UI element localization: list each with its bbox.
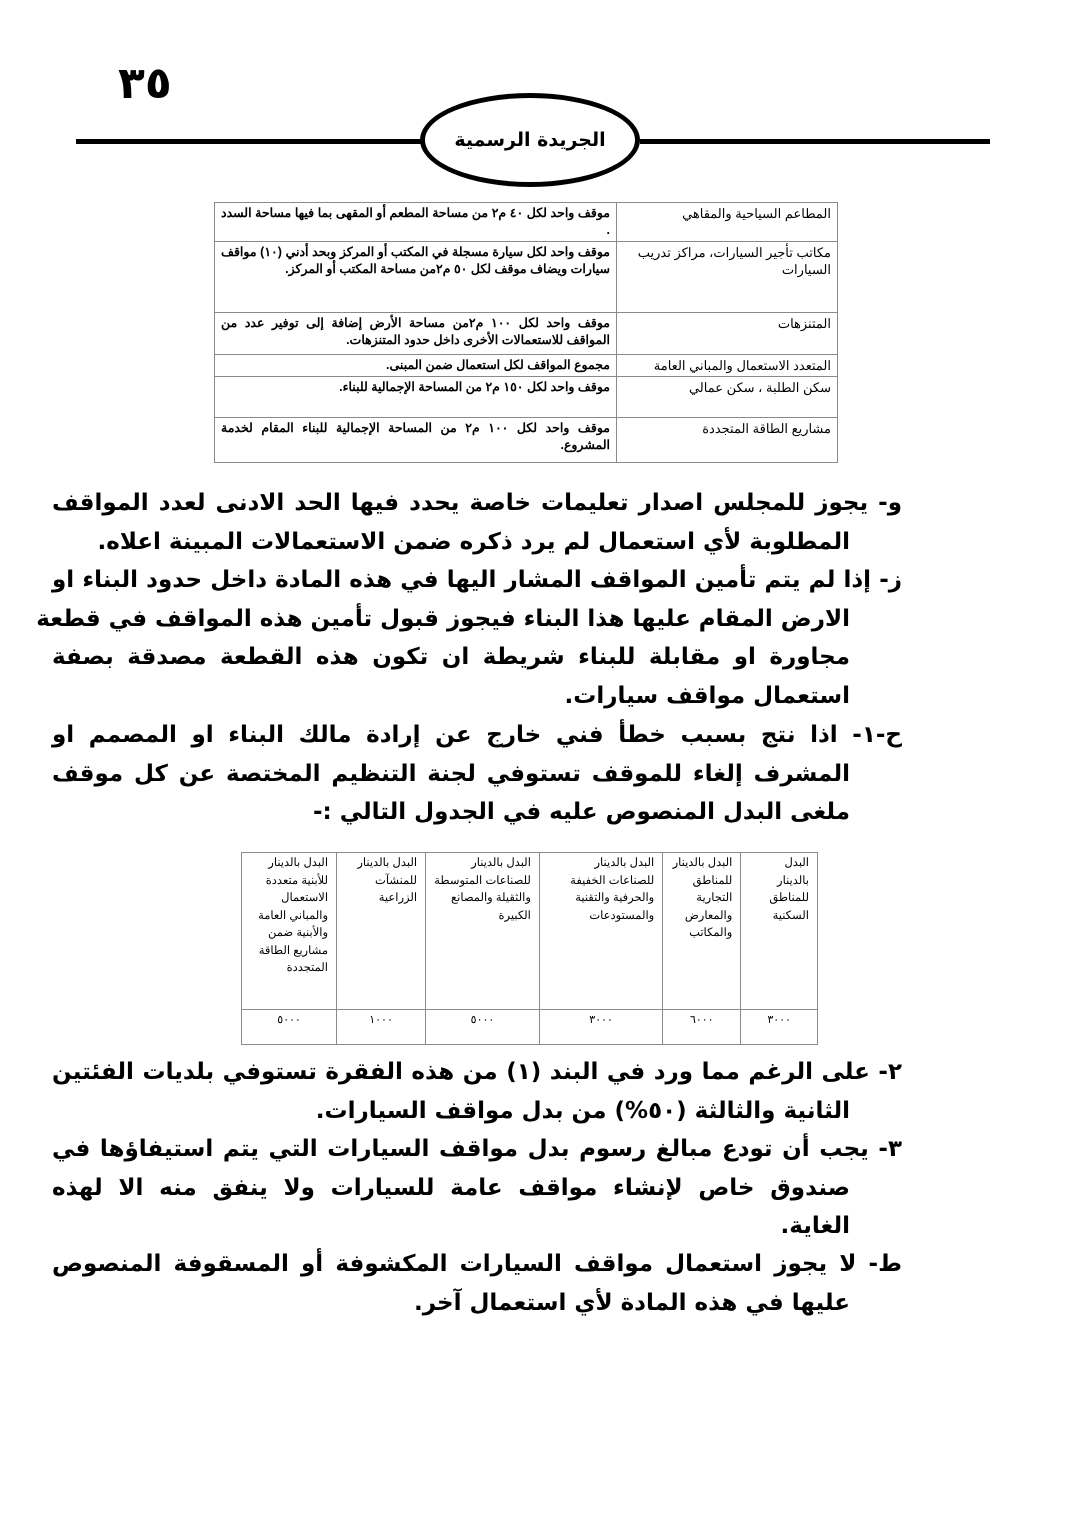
paragraph-line: ز- إذا لم يتم تأمين المواقف المشار اليها في هذه المادة داخل حدود البناء او (52, 567, 902, 593)
rule-cell: موقف واحد لكل ٤٠ م٢ من مساحة المطعم أو المقهى بما فيها مساحة السدد . (215, 203, 617, 242)
rule-cell: موقف واحد لكل ١٥٠ م٢ من المساحة الإجمالية للبناء. (215, 377, 617, 418)
table-row (215, 203, 838, 242)
use-cell: سكن الطلبة ، سكن عمالي (617, 377, 838, 418)
rule-cell: موقف واحد لكل ١٠٠ م٢ من المساحة الإجمالية للبناء المقام لخدمة المشروع. (215, 418, 617, 463)
table-row (215, 418, 838, 463)
fee-value: ٦٠٠٠ (663, 1010, 741, 1045)
paragraph-line: ٢- على الرغم مما ورد في البند (١) من هذه الفقرة تستوفي بلديات الفئتين (52, 1059, 902, 1085)
header-rule-right (640, 139, 990, 144)
fee-column-header: البدل بالدينار للصناعات الخفيفة والحرفية والتقنية والمستودعات (539, 853, 662, 1010)
paragraph-line: الثانية والثالثة (٥٠%) من بدل مواقف السيارات. (315, 1097, 850, 1124)
fee-column-header: البدل بالدينار للمنشآت الزراعية (337, 853, 426, 1010)
paragraph-line: استعمال مواقف سيارات. (564, 682, 850, 709)
use-cell: مشاريع الطاقة المتجددة (617, 418, 838, 463)
table-row (215, 355, 838, 377)
paragraph-ha-2 (52, 1053, 902, 1130)
use-cell: المتنزهات (617, 313, 838, 355)
header-rule-left (76, 139, 428, 144)
use-cell: مكاتب تأجير السيارات، مراكز تدريب السيارات (617, 242, 838, 313)
table-row (215, 242, 838, 313)
table-row (215, 313, 838, 355)
paragraph-line: مجاورة او مقابلة للبناء شريطة ان تكون هذه القطعة مصدقة بصفة (52, 644, 850, 670)
rule-cell: موقف واحد لكل ١٠٠ م٢من مساحة الأرض إضافة إلى توفير عدد من المواقف للاستعمالات الأخرى داخل حدود المتنزهات. (215, 313, 617, 355)
paragraph-line: ط- لا يجوز استعمال مواقف السيارات المكشوفة أو المسقوفة المنصوص (52, 1251, 902, 1277)
fee-value: ٣٠٠٠ (539, 1010, 662, 1045)
fee-column-header: البدل بالدينار للأبنية متعددة الاستعمال والمباني العامة والأبنية ضمن مشاريع الطاقة المتجددة (242, 853, 337, 1010)
paragraph-line: الارض المقام عليها هذا البناء فيجوز قبول تأمين هذه المواقف في قطعة (36, 605, 850, 632)
paragraph-line: صندوق خاص لإنشاء مواقف عامة للسيارات ولا ينفق منه الا لهذه (52, 1174, 850, 1201)
paragraph-line: ح-١- اذا نتج بسبب خطأ فني خارج عن إرادة مالك البناء او المصمم او (52, 722, 902, 748)
parking-requirements-table (214, 202, 838, 463)
gazette-title-oval (420, 93, 640, 187)
parking-fee-table (241, 852, 818, 1045)
paragraph-line: الغاية. (780, 1213, 850, 1239)
fee-value: ٥٠٠٠ (242, 1010, 337, 1045)
page-number: ٣٥ (118, 58, 172, 109)
fee-value: ١٠٠٠ (337, 1010, 426, 1045)
fee-value: ٣٠٠٠ (741, 1010, 818, 1045)
paragraph-ha-3 (52, 1130, 902, 1246)
paragraph-line: عليها في هذه المادة لأي استعمال آخر. (413, 1289, 850, 1316)
paragraph-line: و- يجوز للمجلس اصدار تعليمات خاصة يحدد فيها الحد الادنى لعدد المواقف (52, 490, 902, 516)
paragraph-ha-1 (52, 716, 902, 832)
use-cell: المطاعم السياحية والمقاهي (617, 203, 838, 242)
table-row (215, 377, 838, 418)
fee-values-row (242, 1010, 818, 1045)
paragraph-ta (52, 1245, 902, 1322)
paragraph-line: المطلوبة لأي استعمال لم يرد ذكره ضمن الاستعمالات المبينة اعلاه. (97, 528, 850, 555)
rule-cell: مجموع المواقف لكل استعمال ضمن المبنى. (215, 355, 617, 377)
gazette-title: الجريدة الرسمية (454, 129, 606, 151)
paragraph-zay (36, 561, 902, 715)
fee-header-row (242, 853, 818, 1010)
paragraph-line: المشرف إلغاء للموقف تستوفي لجنة التنظيم المختصة عن كل موقف (52, 760, 850, 787)
fee-value: ٥٠٠٠ (426, 1010, 540, 1045)
fee-column-header: البدل بالدينار للصناعات المتوسطة والثقيلة والمصانع الكبيرة (426, 853, 540, 1010)
rule-cell: موقف واحد لكل سيارة مسجلة في المكتب أو المركز وبحد أدني (١٠) مواقف سيارات ويضاف موقف لكل ٥٠ م٢من مساحة المكتب أو المركز. (215, 242, 617, 313)
fee-column-header: البدل بالدينار للمناطق السكنية (741, 853, 818, 1010)
paragraph-waw (52, 484, 902, 561)
use-cell: المتعدد الاستعمال والمباني العامة (617, 355, 838, 377)
paragraph-line: ملغى البدل المنصوص عليه في الجدول التالي :- (312, 799, 850, 825)
fee-column-header: البدل بالدينار للمناطق التجارية والمعارض والمكاتب (663, 853, 741, 1010)
paragraph-line: ٣- يجب أن تودع مبالغ رسوم بدل مواقف السيارات التي يتم استيفاؤها في (52, 1136, 902, 1162)
